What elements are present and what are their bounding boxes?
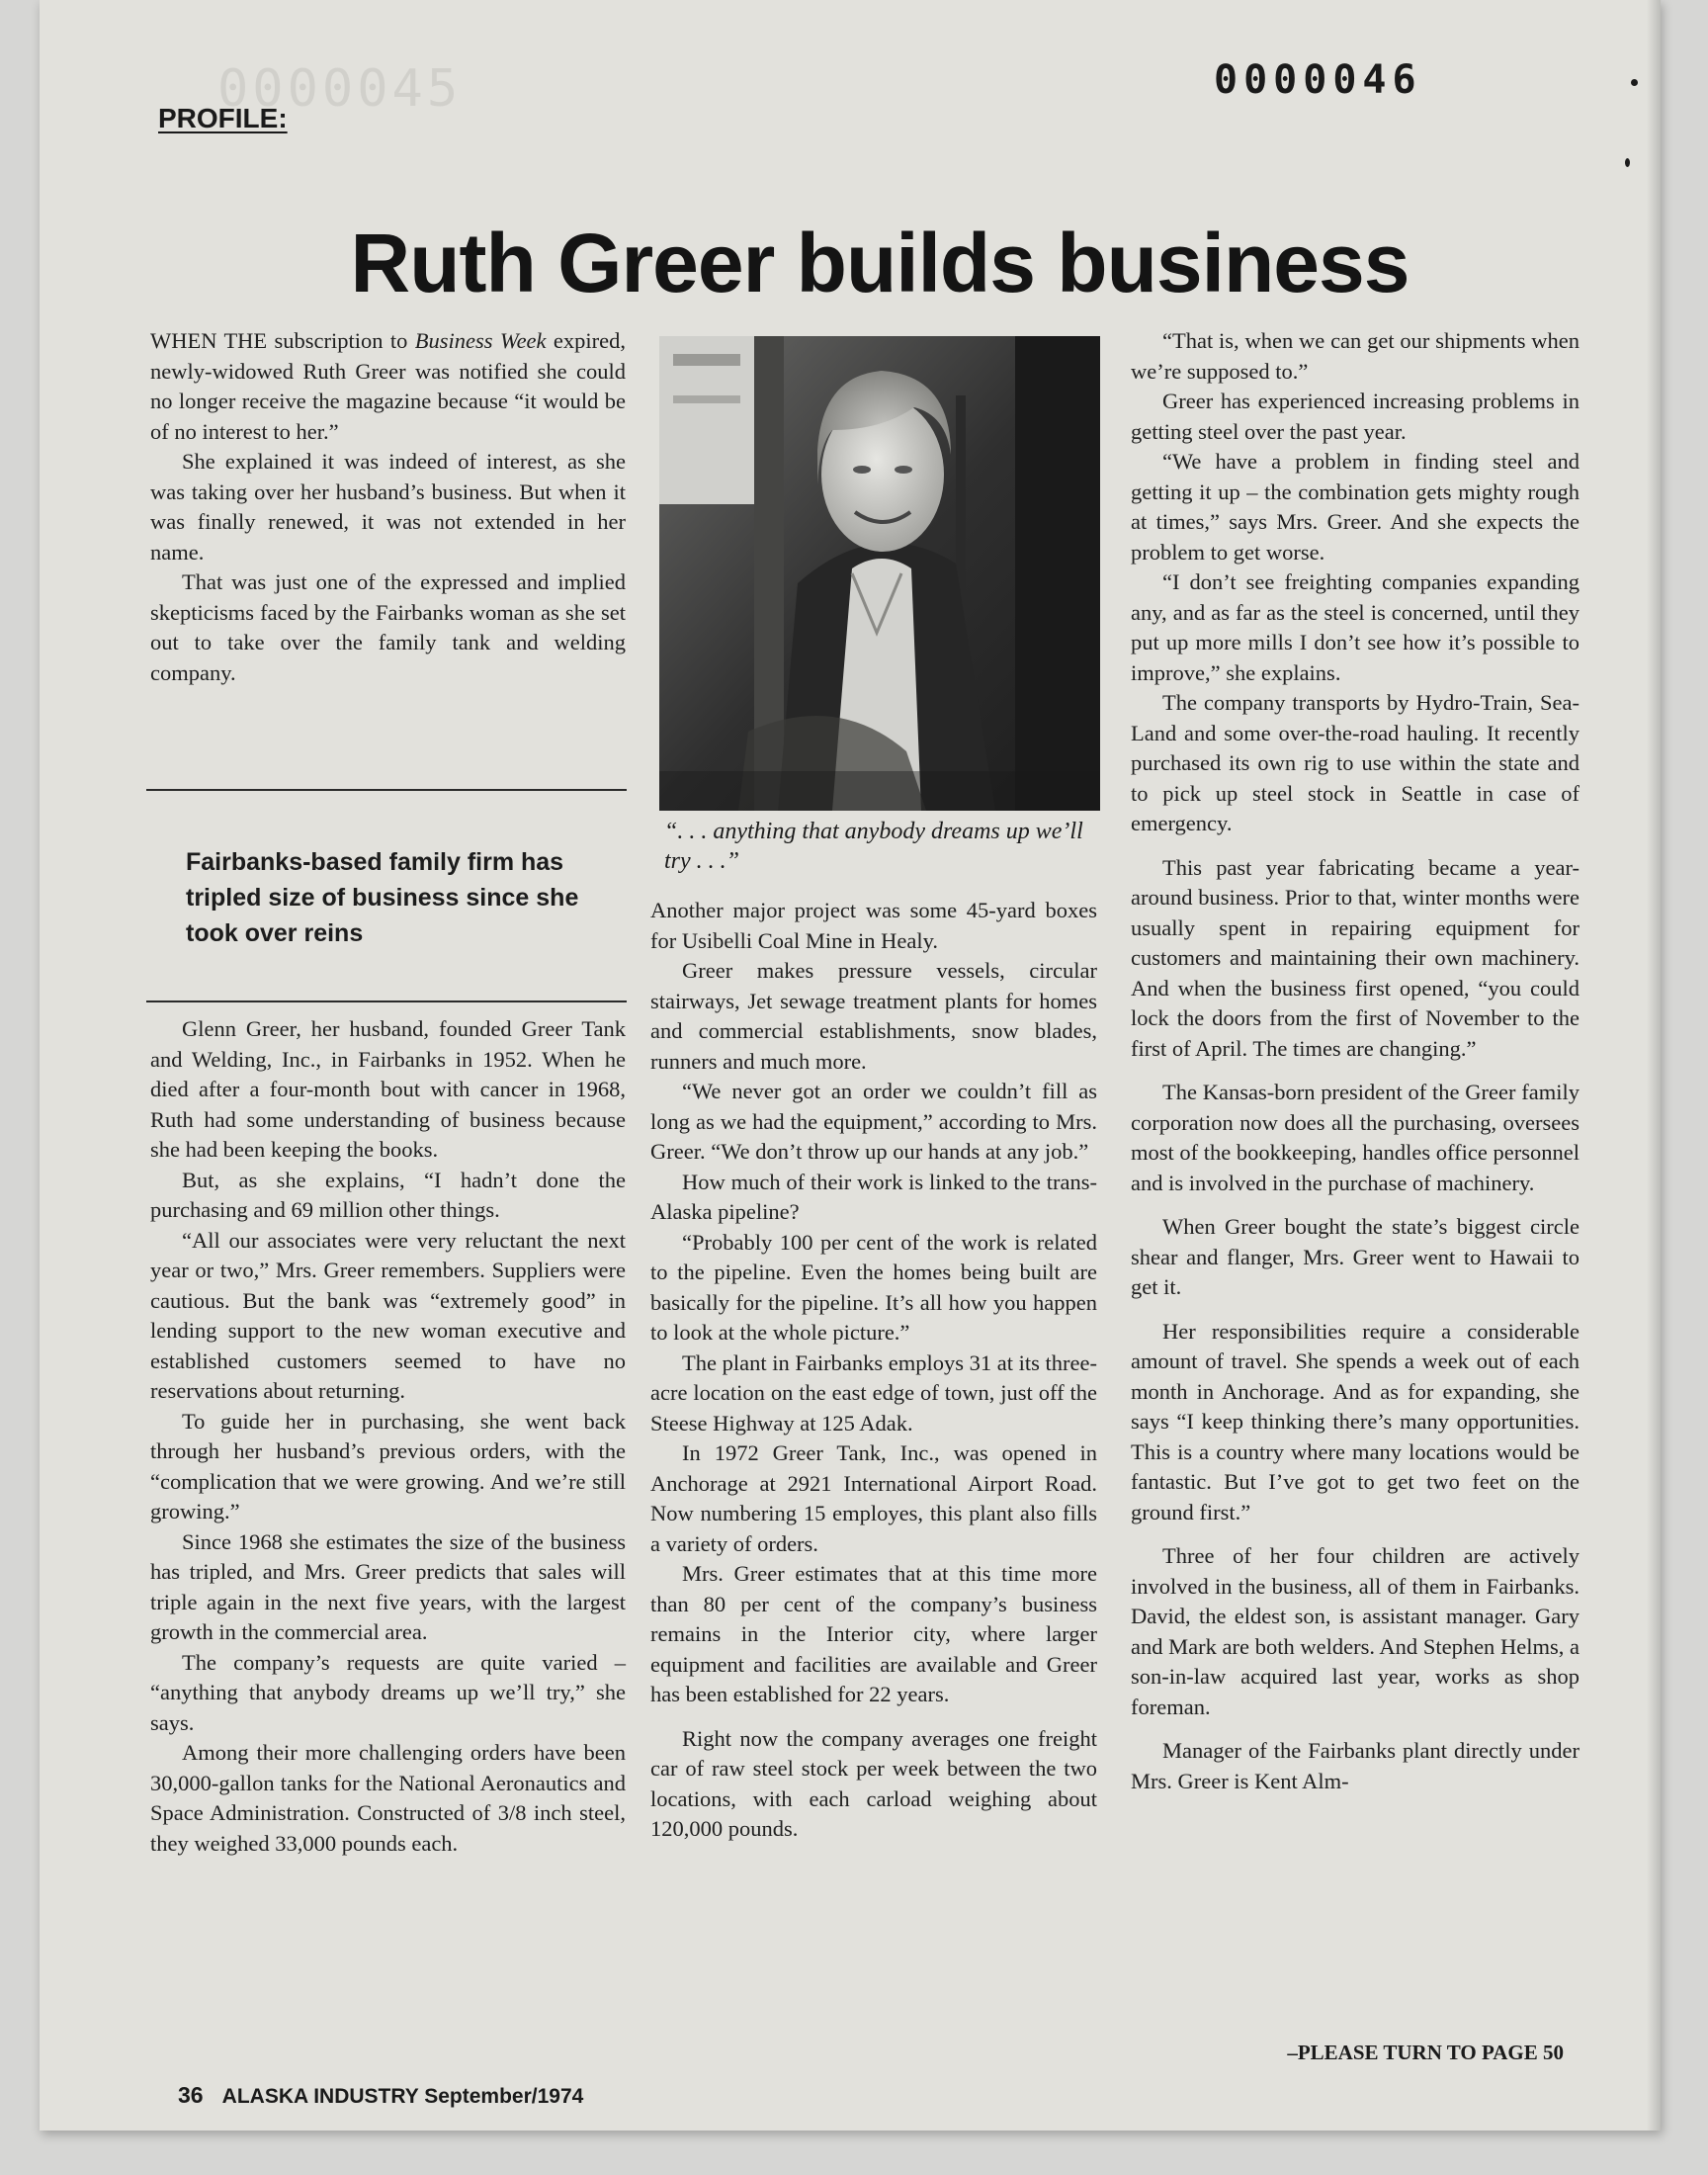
magazine-title-italic: Business Week [414,328,547,353]
body-paragraph: How much of their work is linked to the trans-Alaska pipeline? [650,1169,1097,1224]
ink-speck [1625,158,1630,167]
ink-speck [1631,79,1638,86]
intro-paragraph: WHEN THE subscription to Business Week expired, newly-widowed Ruth Greer was notified she could no longer receive the magazine because “it would be of no interest to her.” [150,328,627,444]
body-paragraph: To guide her in purchasing, she went back through her husband’s previous orders, with the “complication that we were growing. And we’re still growing.” [150,1408,626,1523]
magazine-page [40,0,1661,2131]
intro-paragraph: That was just one of the expressed and implied skepticisms faced by the Fairbanks woman as she set out to take over the family tank and welding company. [150,569,626,685]
page-code: 0000046 [1214,57,1422,103]
body-paragraph: Her responsibilities require a considerable amount of travel. She spends a week out of each month in Anchorage. And as for expanding, she says “I keep thinking there’s many opportunities. This is a country where many locations would be fantastic. But I’ve got to get two feet on the ground first.” [1131,1318,1580,1524]
body-paragraph: “That is, when we can get our shipments when we’re supposed to.” [1131,328,1580,384]
headline: Ruth Greer builds business [350,217,1409,309]
body-paragraph: The company’s requests are quite varied – “anything that anybody dreams up we’ll try,” she says. [150,1649,626,1735]
body-paragraph: In 1972 Greer Tank, Inc., was opened in Anchorage at 2921 International Airport Road. Now numbering 15 employes, this plant also fills a variety of orders. [650,1440,1097,1556]
footer-page-number: 36 [178,2082,204,2108]
page-footer [178,2082,583,2109]
body-paragraph: Greer has experienced increasing problems in getting steel over the past year. [1131,389,1580,444]
body-paragraph: Among their more challenging orders have been 30,000-gallon tanks for the National Aeronautics and Space Administration. Constructed of 3/8 inch steel, they weighed 33,000 pounds each. [150,1740,626,1856]
column-3 [1131,326,1580,1796]
column-2 [650,896,1097,1845]
body-paragraph: Greer makes pressure vessels, circular stairways, Jet sewage treatment plants for homes and commercial establishments, snow blades, runners and much more. [650,958,1097,1074]
intro-paragraph: She explained it was indeed of interest, as she was taking over her husband’s business. But when it was finally renewed, it was not extended in her name. [150,449,626,565]
section-label: PROFILE: [158,103,288,133]
body-paragraph: Right now the company averages one freight car of raw steel stock per week between the two locations, with each carload weighing about 120,000 pounds. [650,1725,1097,1841]
body-paragraph: Mrs. Greer estimates that at this time more than 80 per cent of the company’s business remains in the Interior city, where larger equipment and facilities are available and Greer has been established for 22 years. [650,1561,1097,1706]
body-paragraph: The company transports by Hydro-Train, Sea-Land and some over-the-road hauling. It recently purchased its own rig to use within the state and to pick up steel stock in Seattle in case of emergency. [1131,690,1580,835]
body-paragraph: The Kansas-born president of the Greer family corporation now does all the purchasing, oversees most of the bookkeeping, handles office personnel and is involved in the purchase of machinery. [1131,1080,1580,1195]
deck-subheadline: Fairbanks-based family firm has tripled size of business since she took over reins [186,848,579,947]
bleed-through-code: 0000045 [217,59,463,119]
body-paragraph: “I don’t see freighting companies expanding any, and as far as the steel is concerned, until they put up more mills I don’t see how it’s possible to improve,” she explains. [1131,569,1580,685]
body-paragraph: Three of her four children are actively involved in the business, all of them in Fairbanks. David, the eldest son, is assistant manager. Gary and Mark are both welders. And Stephen Helms, a son-in-law acquired last year, works as shop foreman. [1131,1543,1580,1719]
divider-rule [146,789,627,791]
torn-edge [1647,0,1661,2131]
portrait-photo-art [659,336,1100,811]
body-paragraph: This past year fabricating became a year-around business. Prior to that, winter months were usually spent in repairing equipment for customers and maintaining their own machinery. And when the business first opened, “you could lock the doors from the first of November to the first of April. The times are changing.” [1131,854,1580,1061]
body-paragraph: Since 1968 she estimates the size of the business has tripled, and Mrs. Greer predicts that sales will triple again in the next five years, with the largest growth in the commercial area. [150,1528,626,1644]
body-paragraph: When Greer bought the state’s biggest circle shear and flanger, Mrs. Greer went to Hawaii to get it. [1131,1214,1580,1299]
body-paragraph: But, as she explains, “I hadn’t done the purchasing and 69 million other things. [150,1167,626,1222]
body-paragraph: “All our associates were very reluctant the next year or two,” Mrs. Greer remembers. Suppliers were cautious. But the bank was “extremely good” in lending support to the new woman executive and established customers seemed to have no reservations about returning. [150,1227,626,1403]
body-paragraph: “We never got an order we couldn’t fill as long as we had the equipment,” according to Mrs. Greer. “We don’t throw up our hands at any job.” [650,1079,1097,1164]
column-1 [150,1014,626,1859]
continued-notice: –PLEASE TURN TO PAGE 50 [1287,2041,1564,2064]
body-paragraph: “Probably 100 per cent of the work is related to the pipeline. Even the homes being built are basically for the pipeline. It’s all how you happen to look at the whole picture.” [650,1229,1097,1345]
body-paragraph: Another major project was some 45-yard boxes for Usibelli Coal Mine in Healy. [650,898,1097,953]
footer-publication: ALASKA INDUSTRY [221,2085,419,2108]
body-paragraph: The plant in Fairbanks employs 31 at its three-acre location on the east edge of town, just off the Steese Highway at 125 Adak. [650,1349,1097,1436]
body-paragraph: Glenn Greer, her husband, founded Greer Tank and Welding, Inc., in Fairbanks in 1952. When he died after a four-month bout with cancer in 1968, Ruth had some understanding of business because she had been keeping the books. [150,1016,626,1162]
photo-caption: “. . . anything that anybody dreams up we’ll try . . .” [664,819,1083,874]
intro-column [150,326,626,688]
body-paragraph: Manager of the Fairbanks plant directly under Mrs. Greer is Kent Alm- [1131,1738,1580,1793]
portrait-photo [659,336,1100,811]
divider-rule [146,1000,627,1002]
footer-issue: September/1974 [424,2085,584,2108]
body-paragraph: “We have a problem in finding steel and getting it up – the combination gets mighty rough at times,” says Mrs. Greer. And she expects the problem to get worse. [1131,449,1580,565]
